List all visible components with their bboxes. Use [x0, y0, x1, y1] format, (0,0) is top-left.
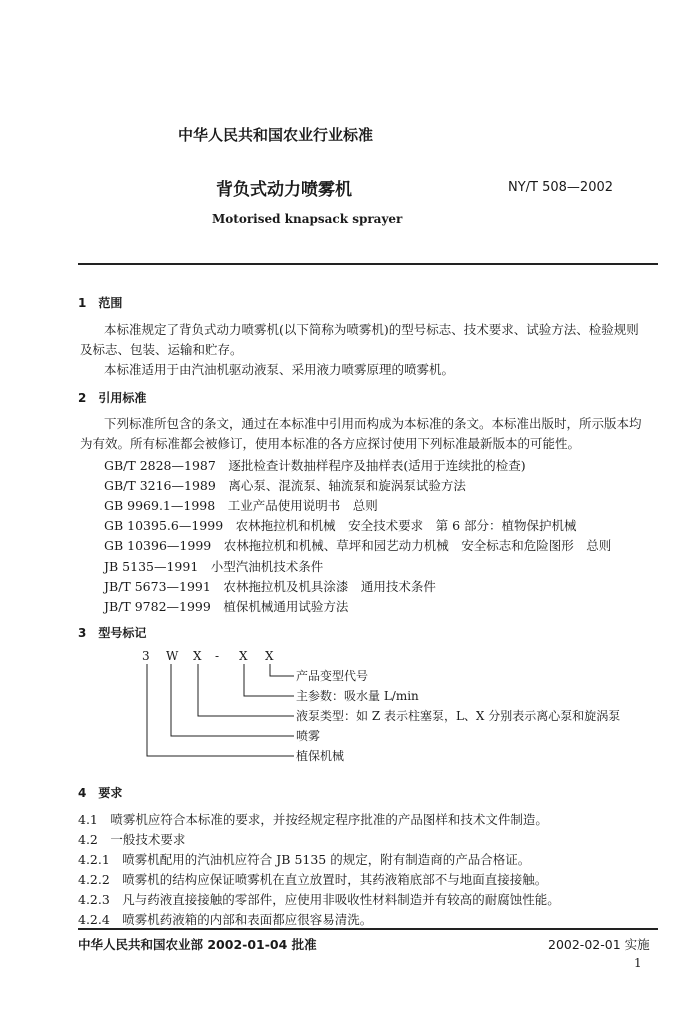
requirement-item: 4.2.2 喷雾机的结构应保证喷雾机在直立放置时，其药液箱底部不与地面直接接触。	[78, 872, 548, 887]
header-rule	[78, 263, 658, 265]
code-label: 植保机械	[296, 749, 345, 763]
section-4-heading: 4 要求	[78, 786, 123, 800]
code-label: 液泵类型：如 Z 表示柱塞泵，L、X 分别表示离心泵和旋涡泵	[296, 709, 621, 723]
code-char: X	[239, 649, 248, 663]
section-2-heading: 2 引用标准	[78, 391, 147, 405]
requirement-item: 4.2.1 喷雾机配用的汽油机应符合 JB 5135 的规定，附有制造商的产品合格证。	[78, 852, 531, 867]
section-1-para1-line1: 本标准规定了背负式动力喷雾机(以下简称为喷雾机)的型号标志、技术要求、试验方法、检验规则	[104, 322, 639, 337]
section-1-para2: 本标准适用于由汽油机驱动液泵、采用液力喷雾原理的喷雾机。	[104, 362, 455, 377]
document-title: 背负式动力喷雾机	[216, 180, 352, 200]
reference-item: GB 9969.1—1998 工业产品使用说明书 总则	[104, 498, 378, 513]
code-char: 3	[142, 649, 150, 663]
section-3-heading: 3 型号标记	[78, 626, 147, 640]
standard-code: NY/T 508—2002	[508, 180, 614, 195]
reference-item: GB/T 2828—1987 逐批检查计数抽样程序及抽样表(适用于连续批的检查)	[104, 458, 526, 473]
requirement-item: 4.1 喷雾机应符合本标准的要求，并按经规定程序批准的产品图样和技术文件制造。	[78, 812, 548, 827]
issue-date: 中华人民共和国农业部 2002-01-04 批准	[78, 937, 317, 952]
code-label: 产品变型代号	[296, 669, 369, 683]
reference-item: GB 10395.6—1999 农林拖拉机和机械 安全技术要求 第 6 部分：植物保护机械	[104, 518, 577, 533]
section-1-para1-line2: 及标志、包装、运输和贮存。	[80, 342, 243, 357]
section-2-para-line1: 下列标准所包含的条文，通过在本标准中引用而构成为本标准的条文。本标准出版时，所示版本均	[104, 416, 642, 431]
code-char: W	[166, 649, 179, 663]
section-1-heading: 1 范围	[78, 296, 123, 310]
title-english: Motorised knapsack sprayer	[212, 212, 403, 226]
code-char: X	[265, 649, 274, 663]
model-code-diagram	[140, 646, 640, 772]
page-number: 1	[634, 956, 642, 970]
reference-item: GB 10396—1999 农林拖拉机和机械、草坪和园艺动力机械 安全标志和危险图形 总则	[104, 538, 612, 553]
requirement-item: 4.2.3 凡与药液直接接触的零部件，应使用非吸收性材料制造并有较高的耐腐蚀性能。	[78, 892, 560, 907]
effective-date: 2002-02-01 实施	[548, 937, 650, 952]
requirement-item: 4.2.4 喷雾机药液箱的内部和表面都应很容易清洗。	[78, 912, 373, 927]
code-label: 主参数：吸水量 L/min	[296, 689, 419, 703]
requirement-item: 4.2 一般技术要求	[78, 832, 186, 847]
reference-item: JB/T 9782—1999 植保机械通用试验方法	[104, 599, 349, 614]
code-char: X	[193, 649, 202, 663]
code-label: 喷雾	[296, 729, 321, 743]
issuing-agency: 中华人民共和国农业行业标准	[178, 126, 374, 144]
code-connector-lines	[147, 664, 294, 756]
section-2-para-line2: 为有效。所有标准都会被修订，使用本标准的各方应探讨使用下列标准最新版本的可能性。	[80, 436, 581, 451]
reference-item: GB/T 3216—1989 离心泵、混流泵、轴流泵和旋涡泵试验方法	[104, 478, 466, 493]
code-char: -	[215, 649, 220, 663]
reference-item: JB 5135—1991 小型汽油机技术条件	[104, 559, 324, 574]
footer-rule	[78, 928, 658, 930]
reference-item: JB/T 5673—1991 农林拖拉机及机具涂漆 通用技术条件	[104, 579, 436, 594]
